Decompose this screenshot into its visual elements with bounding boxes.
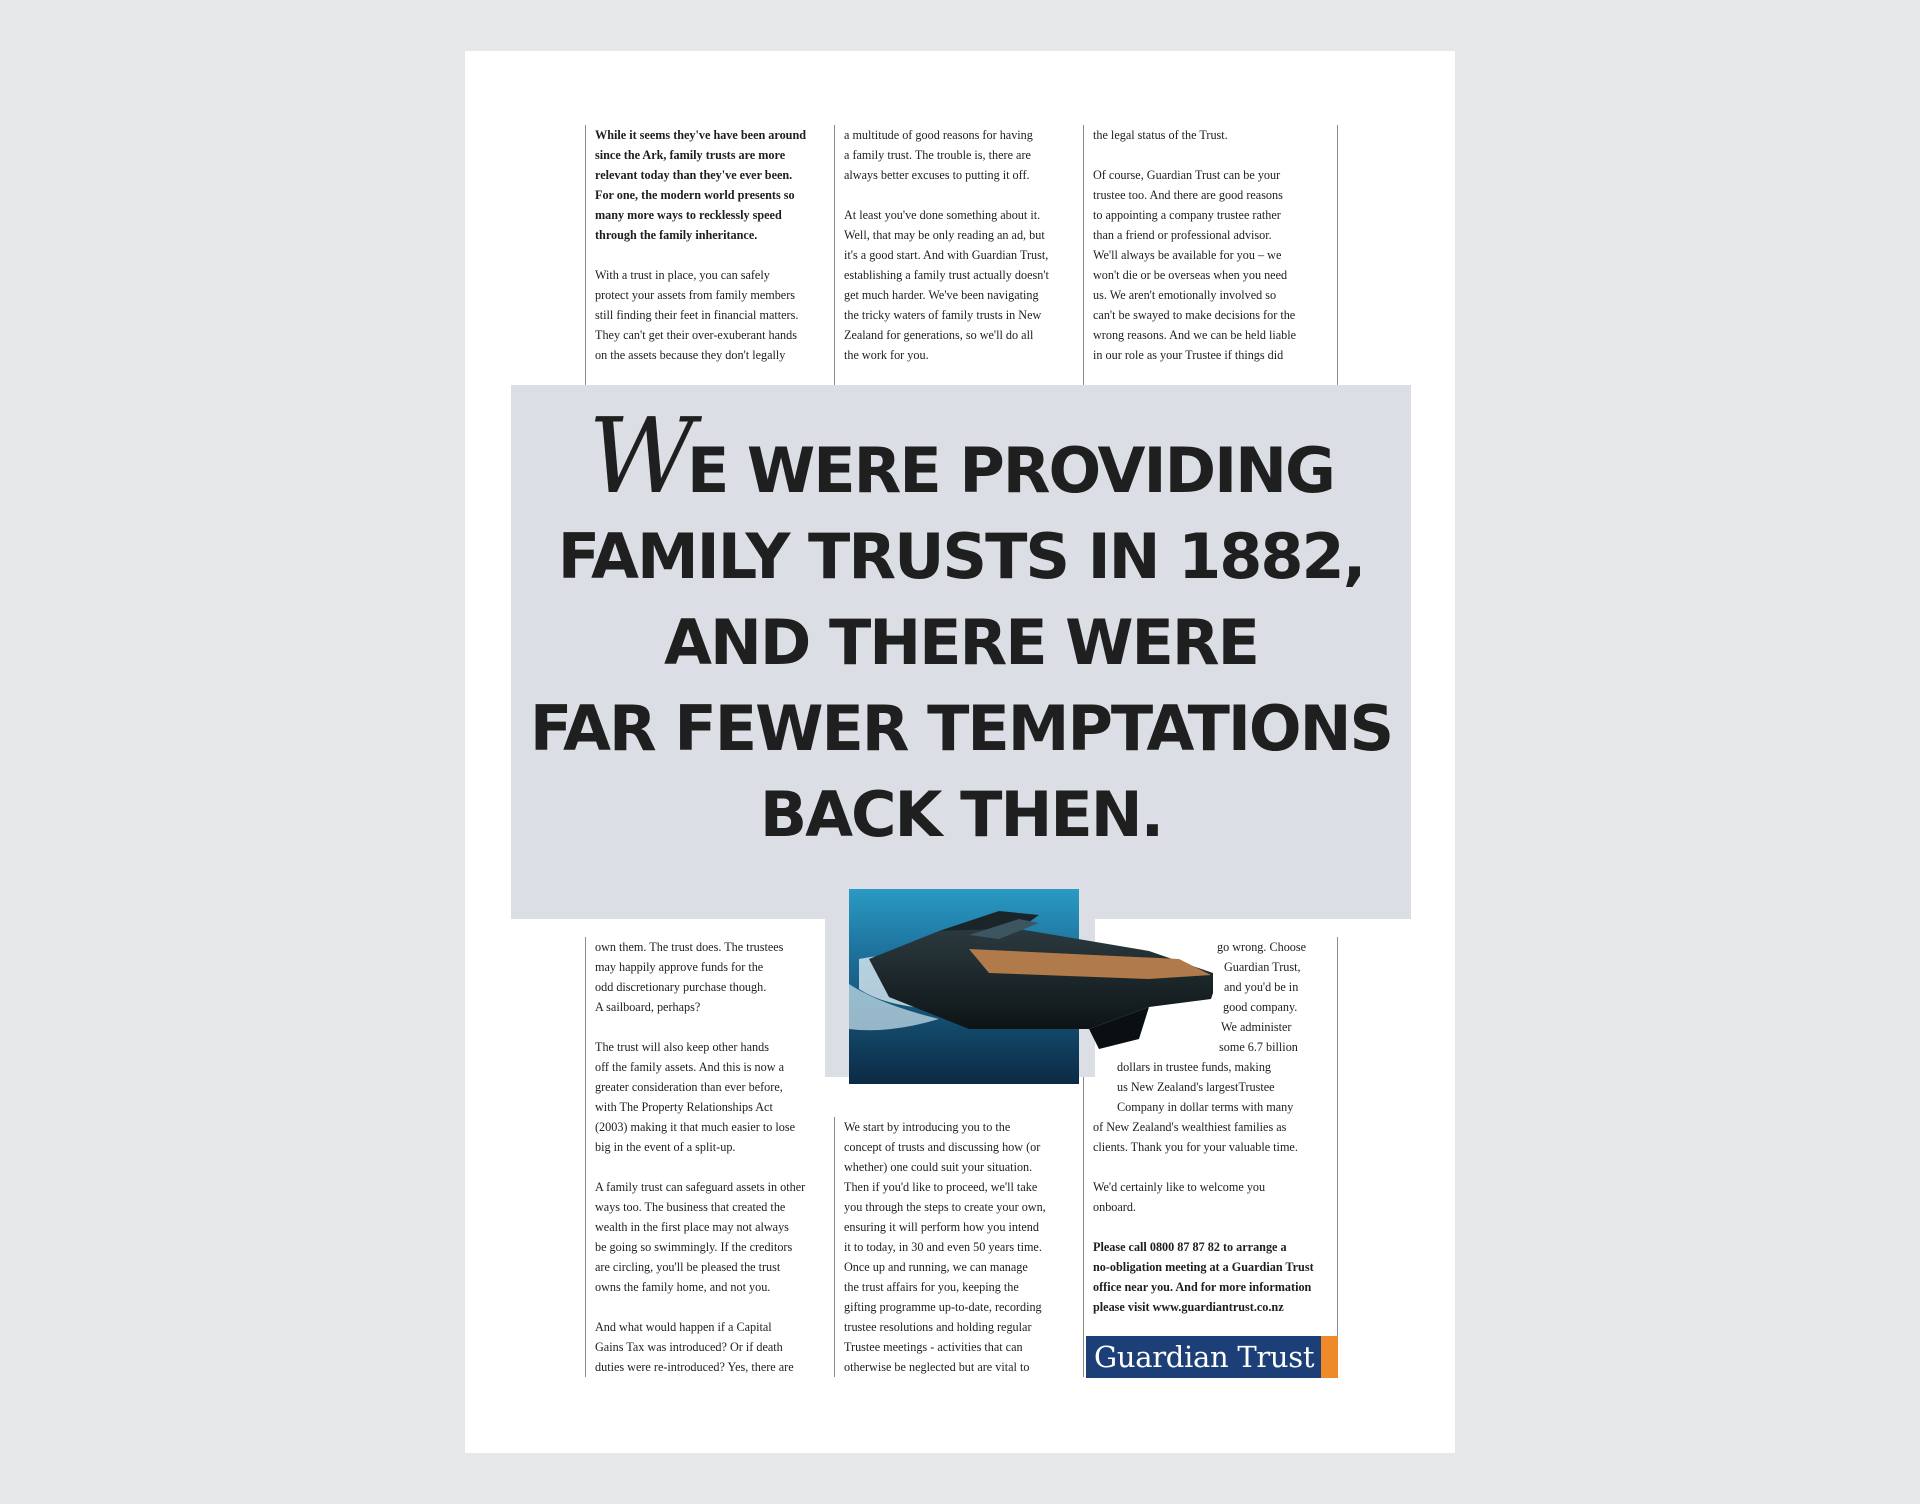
text-line: the tricky waters of family trusts in New (844, 308, 1042, 322)
text-line: While it seems they've have been around (595, 128, 807, 142)
text-line: wrong reasons. And we can be held liable (1093, 328, 1297, 342)
intro-paragraph (595, 125, 834, 245)
text-line: otherwise be neglected but are vital to (844, 1360, 1030, 1374)
text-line: And what would happen if a Capital (595, 1320, 772, 1334)
text-line: the work for you. (844, 348, 929, 362)
text-line: relevant today than they've ever been. (595, 168, 793, 182)
text-line: always better excuses to putting it off. (844, 168, 1030, 182)
text-line: on the assets because they don't legally (595, 348, 786, 362)
text-line: own them. The trust does. The trustees (595, 940, 784, 954)
wrap-line: We administer (1221, 1020, 1292, 1034)
text-line: Well, that may be only reading an ad, but (844, 228, 1045, 242)
wrap-line: go wrong. Choose (1217, 940, 1307, 954)
text-line: We'll always be available for you – we (1093, 248, 1282, 262)
text-line: than a friend or professional advisor. (1093, 228, 1272, 242)
text-line: in our role as your Trustee if things did (1093, 348, 1284, 362)
text-line: wealth in the first place may not always (595, 1220, 789, 1234)
text-line: For one, the modern world presents so (595, 188, 795, 202)
text-line: We'd certainly like to welcome you (1093, 1180, 1266, 1194)
text-line: you through the steps to create your own, (844, 1200, 1046, 1214)
text-line: clients. Thank you for your valuable time. (1093, 1140, 1298, 1154)
logo-text: Guardian Trust (1094, 1340, 1315, 1374)
body-paragraph (1093, 1117, 1337, 1157)
text-line: (2003) making it that much easier to lose (595, 1120, 796, 1134)
body-paragraph (595, 265, 834, 365)
logo-accent-bar (1321, 1336, 1338, 1378)
headline (511, 395, 1411, 858)
headline-line-3: AND THERE WERE (664, 606, 1258, 679)
text-line: since the Ark, family trusts are more (595, 148, 786, 162)
text-line: Once up and running, we can manage (844, 1260, 1028, 1274)
text-line: the trust affairs for you, keeping the (844, 1280, 1019, 1294)
wrap-line: some 6.7 billion (1219, 1040, 1298, 1054)
text-line: Zealand for generations, so we'll do all (844, 328, 1034, 342)
body-paragraph (595, 1177, 834, 1297)
wrap-line: Guardian Trust, (1224, 960, 1301, 974)
text-line: whether) one could suit your situation. (844, 1160, 1033, 1174)
text-line: greater consideration than ever before, (595, 1080, 783, 1094)
text-line: a family trust. The trouble is, there are (844, 148, 1031, 162)
text-line: with The Property Relationships Act (595, 1100, 773, 1114)
headline-line-2: FAMILY TRUSTS IN 1882, (557, 520, 1365, 593)
text-line: a multitude of good reasons for having (844, 128, 1033, 142)
top-column-1 (585, 125, 834, 419)
text-line: trustee too. And there are good reasons (1093, 188, 1283, 202)
text-line: office near you. And for more information (1093, 1280, 1312, 1294)
body-paragraph (844, 125, 1083, 185)
bottom-column-1 (585, 937, 834, 1377)
body-paragraph (1093, 125, 1337, 145)
text-line: Please call 0800 87 87 82 to arrange a (1093, 1240, 1287, 1254)
text-line: With a trust in place, you can safely (595, 268, 770, 282)
text-line: Gains Tax was introduced? Or if death (595, 1340, 783, 1354)
text-line: gifting programme up-to-date, recording (844, 1300, 1042, 1314)
text-line: it's a good start. And with Guardian Trust, (844, 248, 1049, 262)
body-paragraph (844, 205, 1083, 365)
text-line: establishing a family trust actually doesn't (844, 268, 1049, 282)
text-line: odd discretionary purchase though. (595, 980, 767, 994)
text-line: big in the event of a split-up. (595, 1140, 736, 1154)
text-line: At least you've done something about it. (844, 208, 1041, 222)
wrap-line: good company. (1223, 1000, 1298, 1014)
text-line: Trustee meetings - activities that can (844, 1340, 1023, 1354)
text-line: protect your assets from family members (595, 288, 796, 302)
wrap-line: dollars in trustee funds, making (1117, 1060, 1272, 1074)
text-line: through the family inheritance. (595, 228, 758, 242)
headline-panel (511, 385, 1411, 919)
body-paragraph (1093, 165, 1337, 365)
text-line: A sailboard, perhaps? (595, 1000, 701, 1014)
text-line: They can't get their over-exuberant hands (595, 328, 797, 342)
text-line: be going so swimmingly. If the creditors (595, 1240, 793, 1254)
text-line: trustee resolutions and holding regular (844, 1320, 1032, 1334)
text-line: are circling, you'll be pleased the trust (595, 1260, 781, 1274)
text-line: to appointing a company trustee rather (1093, 208, 1281, 222)
wrap-line: Company in dollar terms with many (1117, 1100, 1294, 1114)
text-line: We start by introducing you to the (844, 1120, 1011, 1134)
text-line: duties were re-introduced? Yes, there are (595, 1360, 794, 1374)
text-line: off the family assets. And this is now a (595, 1060, 785, 1074)
body-paragraph (595, 1037, 834, 1157)
text-line: many more ways to recklessly speed (595, 208, 782, 222)
top-column-2 (834, 125, 1083, 419)
text-line: get much harder. We've been navigating (844, 288, 1039, 302)
text-line: Then if you'd like to proceed, we'll take (844, 1180, 1038, 1194)
text-line: please visit www.guardiantrust.co.nz (1093, 1300, 1284, 1314)
headline-line-5: BACK THEN. (759, 778, 1163, 851)
top-column-3 (1083, 125, 1338, 419)
wrap-line: us New Zealand's largestTrustee (1117, 1080, 1275, 1094)
call-to-action (1093, 1237, 1337, 1317)
text-line: Of course, Guardian Trust can be your (1093, 168, 1281, 182)
text-line: can't be swayed to make decisions for the (1093, 308, 1296, 322)
guardian-trust-logo (1086, 1336, 1338, 1378)
text-line: still finding their feet in financial matters. (595, 308, 799, 322)
text-line: ensuring it will perform how you intend (844, 1220, 1039, 1234)
text-line: onboard. (1093, 1200, 1136, 1214)
text-line: no-obligation meeting at a Guardian Trust (1093, 1260, 1314, 1274)
body-paragraph (595, 1317, 834, 1377)
headline-line-1 (511, 395, 1411, 517)
text-line: A family trust can safeguard assets in other (595, 1180, 806, 1194)
text-line: ways too. The business that created the (595, 1200, 786, 1214)
text-line: of New Zealand's wealthiest families as (1093, 1120, 1287, 1134)
text-line: the legal status of the Trust. (1093, 128, 1228, 142)
bottom-column-2 (834, 1117, 1083, 1377)
body-paragraph (595, 937, 834, 1017)
body-paragraph (1093, 1177, 1337, 1217)
text-line: us. We aren't emotionally involved so (1093, 288, 1277, 302)
body-paragraph (844, 1117, 1083, 1377)
speedboat-image (849, 889, 1213, 1089)
headline-line-4: FAR FEWER TEMPTATIONS (529, 692, 1393, 765)
wrap-line: and you'd be in (1224, 980, 1299, 994)
advertisement-page (465, 51, 1455, 1453)
text-line: it to today, in 30 and even 50 years time. (844, 1240, 1042, 1254)
headline-dropcap: W (588, 395, 687, 517)
text-line: The trust will also keep other hands (595, 1040, 769, 1054)
text-line: won't die or be overseas when you need (1093, 268, 1288, 282)
text-line: may happily approve funds for the (595, 960, 764, 974)
headline-line-1-rest: E WERE PROVIDING (686, 434, 1334, 507)
text-line: owns the family home, and not you. (595, 1280, 771, 1294)
text-line: concept of trusts and discussing how (or (844, 1140, 1041, 1154)
